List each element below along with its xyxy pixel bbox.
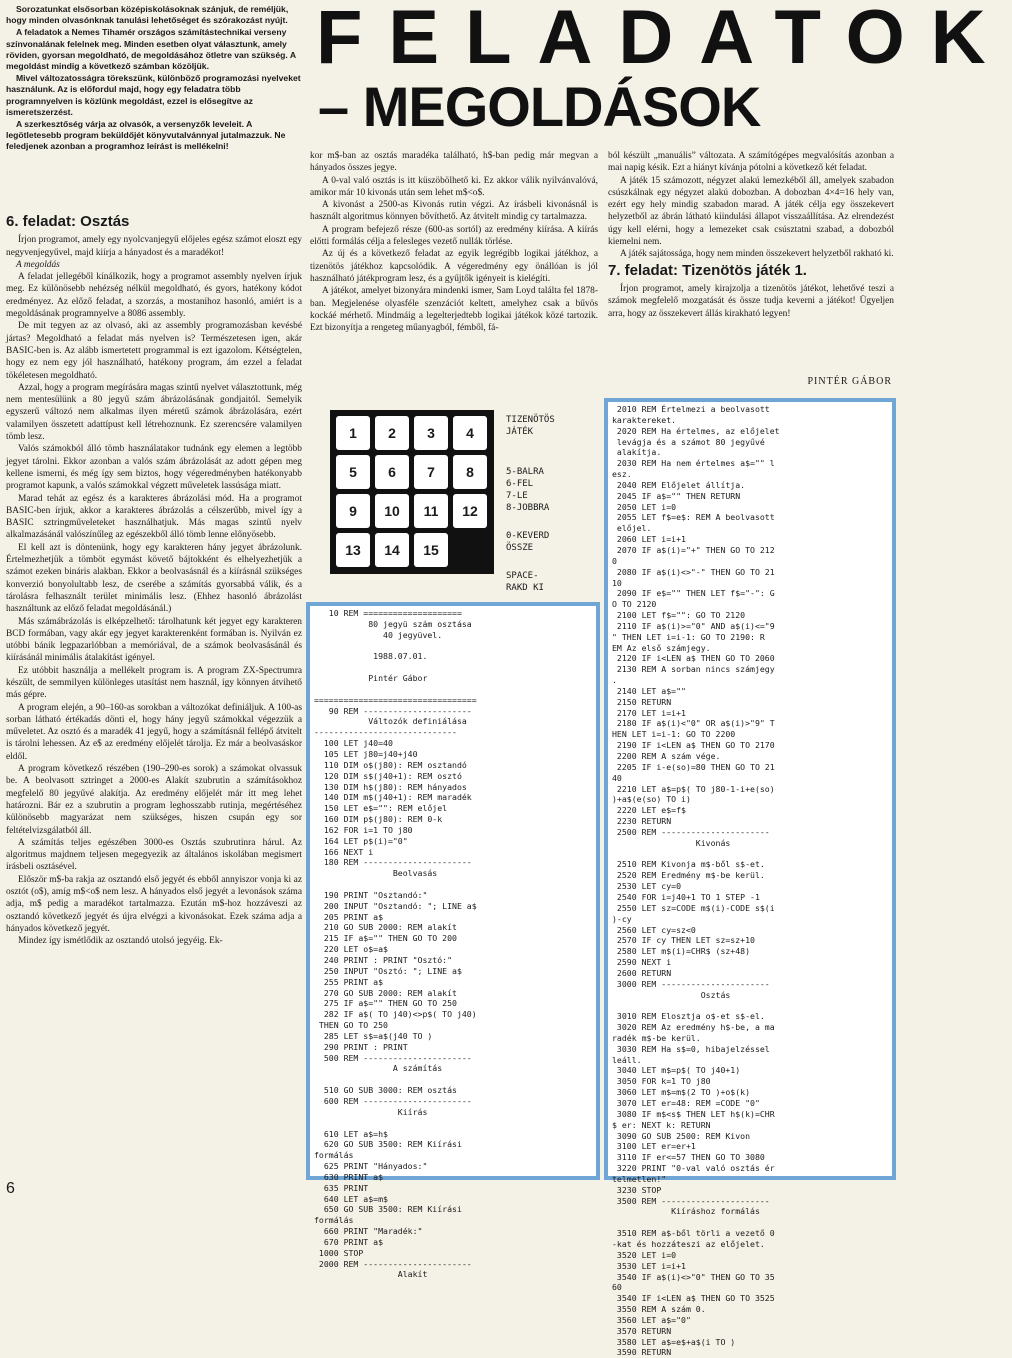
puzzle-tile: 1 [336,416,370,450]
paragraph: A program befejező része (600-as sortól) az eredmény kiírása. A kiírás előtti formálás célja a felesleges vezető nullák törlése. [310,224,598,248]
paragraph: De mit tegyen az az olvasó, aki az assembly programozásban kevésbé jártas? Megoldható a feladat más nyelven is? Természetesen igen, akár BASIC-ben is. Az alább ismertetett programmal is ezt igazolom. Kétségtelen, hogy ez nem egy jól használható, hatékony program, ám ezzel a feladat tökéletesen megoldható. [6,321,302,381]
banner-title: FELADATOK [316,0,1012,80]
fifteen-puzzle-figure [330,410,494,574]
task7-statement: Írjon programot, amely kirajzolja a tizenötös játékot, lehetővé teszi a számok megfelelő mozgatását és össze tudja keverni a játékot! Ügyeljen arra, hogy az összekevert állás kirakható legyen! [608,283,894,319]
paragraph: Más számábrázolás is elképzelhető: tárolhatunk két jegyet egy karakteren BCD formában, vagy akár egy jegyet karakterenként formában is. Nyilván ez utóbbi bánik legpazarlóbban a memóriával, de a számok beolvasásánál és kiírásánál minimális átalakítást igényel. [6,616,302,664]
page-number: 6 [6,1180,15,1197]
paragraph: A program következő részében (190–290-es sorok) a számokat olvassuk be. A beolvasott sztringet a 2000-es Alakít szubrutin a számításokhoz megfelelő 80 jegyűvé alakítja. Az eredmény előjelét már itt meg lehet határozni. Bár ez a szubrutin a program leghosszabb rutinja, megértéséhez különösebb magyarázat nem szükséges, hiszen csupán egy sor feltételvizsgálatból áll. [6,764,302,836]
puzzle-tile: 13 [336,533,370,567]
intro-paragraph: A szerkesztőség várja az olvasók, a versenyzők leveleit. A legötletesebb program beküldőjét könyvutalvánnyal jutalmazzuk. Ne feledjenek azonban a programhoz leírást is mellékelni! [6,119,286,152]
puzzle-tile: 10 [375,494,409,528]
task6-heading: 6. feladat: Osztás [6,213,130,230]
paragraph: ból készült „manuális” változata. A számítógépes megvalósítás azonban a mai napig késik. Ezt a hiányt kívánja pótolni a következő két feladat. [608,151,894,174]
puzzle-tile: 4 [453,416,487,450]
paragraph: Azzal, hogy a program megírására magas szintű nyelvet választottunk, még nem mentesülünk a 80 jegyű szám ábrázolásának gondjaitól. Semelyik egyszerű változó nem alkalmas ilyen méretű számok ábrázolására, ezért valamilyen összetett adattípust kell létrehoznunk. Ez szerencsére valamilyen tömb lesz. [6,382,302,443]
puzzle-tile: 8 [453,455,487,489]
paragraph: kor m$-ban az osztás maradéka található, h$-ban pedig már megvan a hányados összes jegye. [310,151,598,174]
task6-statement: Írjon programot, amely egy nyolcvanjegyű előjeles egész számot eloszt egy negyvenjegyűvel, majd kiírja a hányadost és a maradékot! [6,235,302,258]
puzzle-tile: 7 [414,455,448,489]
paragraph: A feladat jellegéből kínálkozik, hogy a programot assembly nyelven írjuk meg. Ez különösebb nehézség nélkül megoldható, és gyors, hatékony kódot eredményez. Az előző feladat, a szorzás, a mostanihoz hasonló, amiért is a megoldásának programnyelve a 8086 assembly. [6,272,302,320]
puzzle-key-legend [506,414,596,602]
intro-paragraph: A feladatok a Nemes Tihamér országos számítástechnikai verseny színvonalának felelnek meg. Minden esetben olyat választunk, amely röviden, gyorsan megoldható, de megoldásához ötletre van szükség. A megoldást mindig a következő számban közöljük. [6,27,296,72]
task6-subheading: A megoldás [16,259,60,270]
article-column-3 [608,150,894,390]
basic-listing-right: 2010 REM Értelmezi a beolvasott karaktereket. 2020 REM Ha értelmes, az előjelet levágja és a számot 80 jegyűvé alakítja. 2030 REM Ha nem értelmes a$="" l esz. 2040 REM Előjelet állítja. 2045 IF a$="" THEN RETURN 2050 LET i=0 2055 LET f$=e$: REM A beolvasott előjel. 2060 LET i=i+1 2070 IF a$(i)="+" THEN GO TO 212 0 2080 IF a$(i)<>"-" THEN GO TO 21 10 2090 IF e$="" THEN LET f$="-": G O TO 2120 2100 LET f$="": GO TO 2120 2110 IF a$(i)>="0" AND a$(i)<="9 " THEN LET i=i-1: GO TO 2190: R EM Az első számjegy. 2120 IF i<LEN a$ THEN GO TO 2060 2130 REM A sorban nincs számjegy . 2140 LET a$="" 2150 RETURN 2170 LET i=i+1 2180 IF a$(i)<"0" OR a$(i)>"9" T HEN LET i=i-1: GO TO 2200 2190 IF i<LEN a$ THEN GO TO 2170 2200 REM A szám vége. 2205 IF i-e(so)=80 THEN GO TO 21 40 2210 LET a$=p$( TO j80-1-i+e(so) )+a$(e(so) TO i) 2220 LET e$=f$ 2230 RETURN 2500 REM ---------------------- Kivonás 2510 REM Kivonja m$-ből s$-et. 2520 REM Eredmény m$-be kerül. 2530 LET cy=0 2540 FOR i=j40+1 TO 1 STEP -1 2550 LET sz=CODE m$(i)-CODE s$(i )-cy 2560 LET cy=sz<0 2570 IF cy THEN LET sz=sz+10 2580 LET m$(i)=CHR$ (sz+48) 2590 NEXT i 2600 RETURN 3000 REM ---------------------- Osztás 3010 REM Elosztja o$-et s$-el. 3020 REM Az eredmény h$-be, a ma radék m$-be kerül. 3030 REM Ha s$=0, hibajelzéssel leáll. 3040 LET m$=p$( TO j40+1) 3050 FOR k=1 TO j80 3060 LET m$=m$(2 TO )+o$(k) 3070 LET er=48: REM =CODE "0" 3080 IF m$<s$ THEN LET h$(k)=CHR $ er: NEXT k: RETURN 3090 GO SUB 2500: REM Kivon 3100 LET er=er+1 3110 IF er<=57 THEN GO TO 3080 3220 PRINT "0-val való osztás ér telmetlen!" 3230 STOP 3500 REM ---------------------- Kiíráshoz formálás 3510 REM a$-ből törli a vezető 0 -kat és hozzáteszi az előjelet. 3520 LET i=0 3530 LET i=i+1 3540 IF a$(i)<>"0" THEN GO TO 35 60 3540 IF i<LEN a$ THEN GO TO 3525 3550 REM A szám 0. 3560 LET a$="0" 3570 RETURN 3580 LET a$=e$+a$(i TO ) 3590 RETURN [604,398,896,1180]
paragraph: A kivonást a 2500-as Kivonás rutin végzi. Az írásbeli kivonásnál is használt algoritmus könnyen bővíthető. Az átvitelt mindig cy tartalmazza. [310,200,598,223]
title-banner [312,0,1012,140]
paragraph: Valós számokból álló tömb használatakor tudnánk egy elemen a legtöbb jegyet tárolni. Ekkor azonban a valós szám ábrázolását az adott gépen meg kellene ismerni, és még így sem biztos, hogy végeredményben hatékonyabb programot kapunk, a valós számokkal végzett műveletek lassúsága miatt. [6,444,302,492]
puzzle-tile: 9 [336,494,370,528]
puzzle-tile: 6 [375,455,409,489]
puzzle-key-shuffle: 0-KEVERD ÖSSZE [506,531,550,553]
paragraph: Ez utóbbit használja a mellékelt program is. A program ZX-Spectrumra készült, de semmilyen különleges utasítást nem használ, így könnyen átvihető más gépre. [6,665,302,701]
paragraph: Először m$-ba rakja az osztandó első jegyét és ebből annyiszor vonja ki az osztót (o$), amíg m$<o$ nem lesz. A hányados első jegyét a levonások száma adja, m$ pedig a maradékot tartalmazza. Ezután m$-hoz hozzáveszi az osztandó következő jegyét és újra elvégzi a kivonásokat. Ezek száma adja a hányados következő jegyét. [6,874,302,934]
intro-paragraph: Sorozatunkat elsősorban középiskolásoknak szánjuk, de reméljük, hogy minden olvasónknak tanulási lehetőséget és szórakozást nyújt. [6,4,289,26]
intro-box [6,4,302,154]
puzzle-tile: 12 [453,494,487,528]
puzzle-tile: 3 [414,416,448,450]
puzzle-tile: 11 [414,494,448,528]
puzzle-tile: 5 [336,455,370,489]
paragraph: A játék 15 számozott, négyzet alakú lemezkéből áll, amelyek szabadon csúszkálnak egy négyzet alakú dobozban. A dobozban 4×4=16 hely van, ezért egy hely mindig szabadon marad. A játék célja egy összekevert helyzetből az ábrán látható kiindulási állapot visszaállítása. Az elrendezést úgy kell elérni, hogy a lemezeket csak csúsztatni szabad, a dobozból kiemelni nem. [608,175,894,248]
article-column-1 [6,212,302,1178]
puzzle-tile: 15 [414,533,448,567]
paragraph: A számítás teljes egészében 3000-es Osztás szubrutinra hárul. Az algoritmus majdnem teljesen megegyezik az általános iskolában megismert írásbeli osztásével. [6,837,302,873]
basic-listing-left: 10 REM ==================== 80 jegyü szám osztása 40 jegyüvel. 1988.07.01. Pintér Gábor ================================= 90 REM ---------------------- Változók definiálása ----------------------------- 100 LET j40=40 105 LET j80=j40+j40 110 DIM o$(j80): REM osztandó 120 DIM s$(j40+1): REM osztó 130 DIM h$(j80): REM hányados 140 DIM m$(j40+1): REM maradék 150 LET e$="": REM előjel 160 DIM p$(j80): REM 0-k 162 FOR i=1 TO j80 164 LET p$(i)="0" 166 NEXT i 180 REM ---------------------- Beolvasás 190 PRINT "Osztandó:" 200 INPUT "Osztandó: "; LINE a$ 205 PRINT a$ 210 GO SUB 2000: REM alakít 215 IF a$="" THEN GO TO 200 220 LET o$=a$ 240 PRINT : PRINT "Osztó:" 250 INPUT "Osztó: "; LINE a$ 255 PRINT a$ 270 GO SUB 2000: REM alakít 275 IF a$="" THEN GO TO 250 282 IF a$( TO j40)<>p$( TO j40) THEN GO TO 250 285 LET s$=a$(j40 TO ) 290 PRINT : PRINT 500 REM ---------------------- A számítás 510 GO SUB 3000: REM osztás 600 REM ---------------------- Kiírás 610 LET a$=h$ 620 GO SUB 3500: REM Kiírási formálás 625 PRINT "Hányados:" 630 PRINT a$ 635 PRINT 640 LET a$=m$ 650 GO SUB 3500: REM Kiírási formálás 660 PRINT "Maradék:" 670 PRINT a$ 1000 STOP 2000 REM ---------------------- Alakít [306,602,600,1180]
author-signature: PINTÉR GÁBOR [807,376,892,387]
paragraph: Mindez így ismétlődik az osztandó utolsó jegyéig. Ek- [18,936,223,947]
paragraph: A program elején, a 90–160-as sorokban a változókat definiáljuk. A 100-as sorban látható értékadás dönti el, hogy hány jegyű számokkal végezzük a műveletet. Az osztó és a maradék 41 jegyű, hogy a számításnál fellépő átvitelt is tárolni lehessen. Az e$ az eredmény előjelét tárolja. Ez már a beolvasáskor eldől. [6,702,302,762]
puzzle-tile: 14 [375,533,409,567]
intro-paragraph: Mivel változatosságra törekszünk, különböző programozási nyelveket használunk. Az is előfordul majd, hogy egy feladatra több programnyelven is közlünk megoldást, ezzel is elősegítve az ismeretszerzést. [6,73,301,117]
paragraph: Marad tehát az egész és a karakteres ábrázolási mód. Ha a programot BASIC-ben írjuk, akkor a karakteres ábrázolás a célszerűbb, mivel így a BASIC sztringműveleteket használhatjuk. Más magas szintű nyelv alkalmazásánál valószínűleg az egészekből álló tömb lenne előnyösebb. [6,493,302,541]
article-column-2 [310,150,598,400]
banner-subtitle: – MEGOLDÁSOK [318,75,761,138]
puzzle-tile: 2 [375,416,409,450]
paragraph: Az új és a következő feladat az egyik legrégibb logikai játékhoz, a tizenötös játékhoz kapcsolódik. A végeredmény egy önállóan is jól használható játékprogram lesz, és a gyűjtők igényeit is kielégíti. [310,249,598,284]
paragraph: El kell azt is döntenünk, hogy egy karakteren hány jegyet ábrázolunk. Értelmezhetjük a tömböt egymást követő bájtokként és elhelyezhetjük a számot ezeken bináris alakban. Ekkor a beolvasásnál és a kiírásnál szükséges konverzió bonyolultabb lesz, de cserébe a számítás gyorsabbá válik, és a tárolásra felhasznált terület minimális lesz. (Ehhez hasonló ábrázolást használtunk az előző feladat megoldásánál.) [6,542,302,615]
paragraph: A 0-val való osztás is itt küszöbölhető ki. Ez akkor válik nyilvánvalóvá, amikor már 10 kivonás után sem lehet m$<o$. [310,175,598,198]
paragraph: A játék sajátossága, hogy nem minden összekevert helyzetből rakható ki. [620,249,894,260]
puzzle-key-moves: 5-BALRA 6-FEL 7-LE 8-JOBBRA [506,467,550,513]
puzzle-key-solve: SPACE- RAKD KI [506,571,544,593]
task7-heading: 7. feladat: Tizenötös játék 1. [608,261,807,279]
puzzle-title: TIZENÖTÖS JÁTÉK [506,415,555,437]
paragraph: A játékot, amelyet bizonyára mindenki ismer, Sam Loyd találta fel 1878-ban. Megjelenése olyasféle szenzációt keltett, amelyhez csak a bűvös kockáé mérhető. Mindmáig a legelterjedtebb logikai játékok közé tartozik. Ezt bizonyítja a rengeteg műanyagból, fémből, fá- [310,286,598,334]
